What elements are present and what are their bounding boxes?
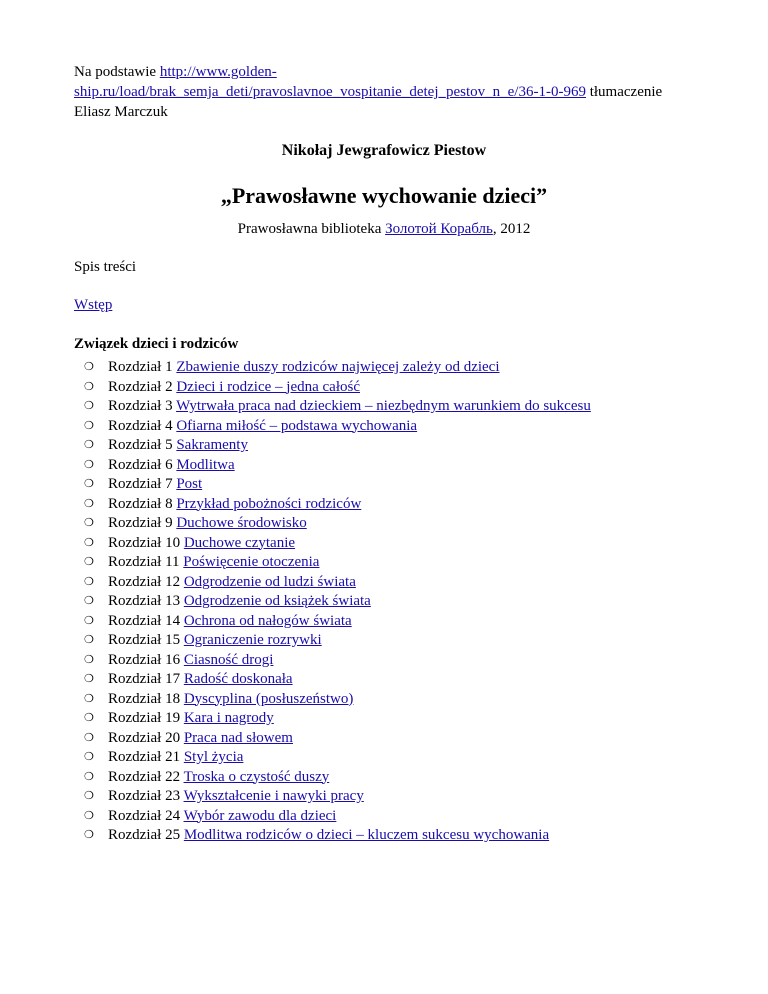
chapter-item <box>84 591 694 611</box>
chapter-link[interactable]: Modlitwa <box>176 456 235 473</box>
author-name: Nikołaj Jewgrafowicz Piestow <box>281 142 487 159</box>
chapter-item <box>84 689 694 709</box>
chapter-link[interactable]: Ograniczenie rozrywki <box>183 632 322 648</box>
chapter-item <box>84 377 694 397</box>
chapter-item <box>84 767 694 787</box>
section-heading: Związek dzieci i rodziców <box>74 336 239 352</box>
chapter-label: Rozdział 8 <box>108 495 173 512</box>
chapter-label: Rozdział 25 <box>108 827 181 843</box>
chapter-link[interactable]: Wytrwała praca nad dzieckiem – niezbędnym warunkiem do sukcesu <box>176 398 591 414</box>
circle-bullet-icon: ❍ <box>84 516 94 529</box>
circle-bullet-icon: ❍ <box>84 418 94 432</box>
chapter-item <box>84 455 694 475</box>
circle-bullet-icon: ❍ <box>84 691 94 705</box>
chapter-item <box>84 357 694 377</box>
chapter-link[interactable]: Radość doskonała <box>183 671 293 687</box>
chapter-item <box>84 825 694 845</box>
chapter-label: Rozdział 15 <box>108 632 181 648</box>
intro-link[interactable]: Wstęp <box>74 297 113 313</box>
circle-bullet-icon: ❍ <box>84 379 94 393</box>
toc-heading: Spis treści <box>74 259 137 275</box>
circle-bullet-icon: ❍ <box>84 477 94 490</box>
source-prefix: Na podstawie <box>74 64 160 80</box>
source-link-line2: ship.ru/load/brak_semja_deti/pravoslavnoe_vospitanie_detej_pestov_n_e/36-1-0-969 <box>74 84 586 100</box>
chapter-item <box>84 728 694 748</box>
chapter-label: Rozdział 19 <box>108 710 181 726</box>
chapter-label: Rozdział 14 <box>108 612 181 629</box>
chapter-link[interactable]: Dyscyplina (posłuszeństwo) <box>183 690 354 707</box>
circle-bullet-icon: ❍ <box>84 730 94 744</box>
chapter-label: Rozdział 22 <box>108 768 181 785</box>
chapter-item <box>84 669 694 689</box>
circle-bullet-icon: ❍ <box>84 672 94 685</box>
chapter-item <box>84 533 694 553</box>
chapter-label: Rozdział 11 <box>108 554 180 570</box>
chapter-link[interactable]: Duchowe czytanie <box>183 534 296 551</box>
chapter-item <box>84 611 694 631</box>
circle-bullet-icon: ❍ <box>84 360 94 373</box>
circle-bullet-icon: ❍ <box>84 613 94 627</box>
circle-bullet-icon: ❍ <box>84 574 94 588</box>
chapter-label: Rozdział 10 <box>108 534 181 551</box>
chapter-item <box>84 786 694 806</box>
circle-bullet-icon: ❍ <box>84 769 94 783</box>
chapter-label: Rozdział 1 <box>108 359 173 375</box>
source-note <box>74 62 694 122</box>
circle-bullet-icon: ❍ <box>84 789 94 802</box>
source-link-line1: http://www.golden- <box>159 64 277 80</box>
chapter-link[interactable]: Przykład pobożności rodziców <box>176 495 362 512</box>
chapter-link[interactable]: Styl życia <box>183 749 244 765</box>
circle-bullet-icon: ❍ <box>84 633 94 646</box>
publisher-link[interactable]: Золотой Корабль <box>385 221 493 237</box>
chapter-label: Rozdział 23 <box>108 788 181 804</box>
chapter-link[interactable]: Troska o czystość duszy <box>183 768 330 785</box>
chapter-label: Rozdział 16 <box>108 651 181 668</box>
chapter-link[interactable]: Ofiarna miłość – podstawa wychowania <box>176 417 418 434</box>
chapter-link[interactable]: Wybór zawodu dla dzieci <box>183 807 337 824</box>
circle-bullet-icon: ❍ <box>84 594 94 607</box>
chapter-label: Rozdział 9 <box>108 515 173 531</box>
chapter-link[interactable]: Wykształcenie i nawyki pracy <box>183 788 364 804</box>
chapter-item <box>84 494 694 514</box>
publisher-line <box>74 219 694 239</box>
chapter-item <box>84 396 694 416</box>
chapter-item <box>84 513 694 533</box>
chapter-label: Rozdział 24 <box>108 807 181 824</box>
chapter-label: Rozdział 17 <box>108 671 181 687</box>
chapter-label: Rozdział 2 <box>108 378 173 395</box>
chapter-item <box>84 552 694 572</box>
circle-bullet-icon: ❍ <box>84 711 94 724</box>
chapter-item <box>84 650 694 670</box>
chapter-label: Rozdział 21 <box>108 749 181 765</box>
chapter-link[interactable]: Poświęcenie otoczenia <box>183 554 320 570</box>
document-page <box>74 62 694 845</box>
chapter-link[interactable]: Dzieci i rodzice – jedna całość <box>176 378 360 395</box>
chapter-item <box>84 435 694 455</box>
chapter-item <box>84 572 694 592</box>
chapter-link[interactable]: Zbawienie duszy rodziców najwięcej zależy od dzieci <box>176 359 500 375</box>
publisher-prefix: Prawosławna biblioteka <box>237 221 386 237</box>
circle-bullet-icon: ❍ <box>84 535 94 549</box>
chapter-link[interactable]: Duchowe środowisko <box>176 515 307 531</box>
chapter-item <box>84 416 694 436</box>
chapter-label: Rozdział 4 <box>108 417 173 434</box>
document-title: „Prawosławne wychowanie dzieci” <box>220 183 548 208</box>
chapter-label: Rozdział 13 <box>108 593 181 609</box>
chapter-label: Rozdział 3 <box>108 398 173 414</box>
chapter-label: Rozdział 20 <box>108 729 181 746</box>
translator-name: Eliasz Marczuk <box>74 104 168 120</box>
circle-bullet-icon: ❍ <box>84 438 94 451</box>
chapter-label: Rozdział 18 <box>108 690 181 707</box>
chapter-link[interactable]: Odgrodzenie od książek świata <box>183 593 371 609</box>
chapter-link[interactable]: Odgrodzenie od ludzi świata <box>183 573 356 590</box>
chapter-link[interactable]: Kara i nagrody <box>183 710 274 726</box>
chapter-link[interactable]: Modlitwa rodziców o dzieci – kluczem sukcesu wychowania <box>183 827 550 843</box>
chapter-label: Rozdział 7 <box>108 476 173 492</box>
circle-bullet-icon: ❍ <box>84 399 94 412</box>
chapter-item <box>84 806 694 826</box>
circle-bullet-icon: ❍ <box>84 457 94 471</box>
publisher-suffix: , 2012 <box>492 221 531 237</box>
circle-bullet-icon: ❍ <box>84 828 94 841</box>
circle-bullet-icon: ❍ <box>84 652 94 666</box>
chapter-link[interactable]: Praca nad słowem <box>183 729 293 746</box>
circle-bullet-icon: ❍ <box>84 555 94 568</box>
chapter-link[interactable]: Ciasność drogi <box>183 651 274 668</box>
circle-bullet-icon: ❍ <box>84 750 94 763</box>
chapter-item <box>84 747 694 767</box>
chapter-list <box>74 357 694 845</box>
chapter-label: Rozdział 6 <box>108 456 173 473</box>
circle-bullet-icon: ❍ <box>84 496 94 510</box>
chapter-label: Rozdział 12 <box>108 573 181 590</box>
chapter-item <box>84 474 694 494</box>
chapter-link[interactable]: Post <box>176 476 203 492</box>
chapter-link[interactable]: Ochrona od nałogów świata <box>183 612 352 629</box>
circle-bullet-icon: ❍ <box>84 808 94 822</box>
chapter-label: Rozdział 5 <box>108 437 173 453</box>
chapter-item <box>84 630 694 650</box>
chapter-item <box>84 708 694 728</box>
chapter-link[interactable]: Sakramenty <box>176 437 248 453</box>
source-suffix: tłumaczenie <box>585 84 663 100</box>
